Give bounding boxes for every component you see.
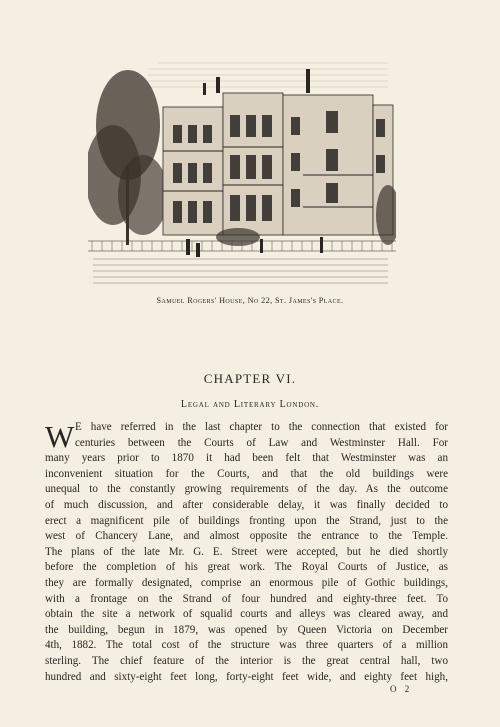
house-engraving (88, 55, 396, 287)
text-line: sterling. The chief feature of the interior is the great central hall, two (45, 654, 448, 667)
text-line: centuries between the Courts of Law and Westminster Hall. For (75, 436, 448, 449)
text-line: they are formally designated, comprise an enormous pile of Gothic buildings, (45, 576, 448, 589)
text-line: E have referred in the last chapter to the connection that existed for (75, 421, 448, 433)
text-line: the building, begun in 1879, was opened by Queen Victoria on December (45, 623, 448, 636)
tree-left (88, 70, 168, 245)
text-line: hundred and sixty-eight feet long, forty-eight feet wide, and eighty feet high, (45, 670, 448, 683)
text-line: west of Chancery Lane, and almost opposite the entrance to the Temple. (45, 530, 448, 543)
house-building (163, 93, 393, 235)
text-line: erect a magnificent pile of buildings fronting upon the Strand, just to the (45, 514, 448, 527)
text-line: obtain the site a network of squalid courts and alleys was cleared away, and (45, 608, 448, 621)
text-line: 4th, 1882. The total cost of the structure was three quarters of a million (45, 639, 448, 652)
text-line: The plans of the late Mr. G. E. Street were accepted, but he died shortly (45, 545, 448, 558)
text-line: before the completion of his great work. The Royal Courts of Justice, as (45, 561, 448, 574)
drop-cap: W (45, 419, 75, 454)
text-line: many years prior to 1870 it had been felt that Westminster was an (45, 452, 448, 465)
text-line: with a frontage on the Strand of four hundred and eighty-three feet. To (45, 592, 448, 605)
chapter-heading: CHAPTER VI. (203, 371, 297, 386)
text-line: inconvenient situation for the Courts, and that the old buildings were (45, 467, 448, 480)
signature-mark: O 2 (390, 684, 413, 694)
text-line: of much discussion, and after considerable delay, it was finally decided to (45, 498, 448, 511)
illustration-caption: Samuel Rogers' House, No 22, St. James's Place. (156, 296, 344, 305)
chapter-title: Legal and Literary London. (180, 399, 320, 410)
body-paragraph (45, 420, 448, 685)
text-line: unequal to the constantly growing requirements of the day. As the outcome (45, 483, 448, 496)
